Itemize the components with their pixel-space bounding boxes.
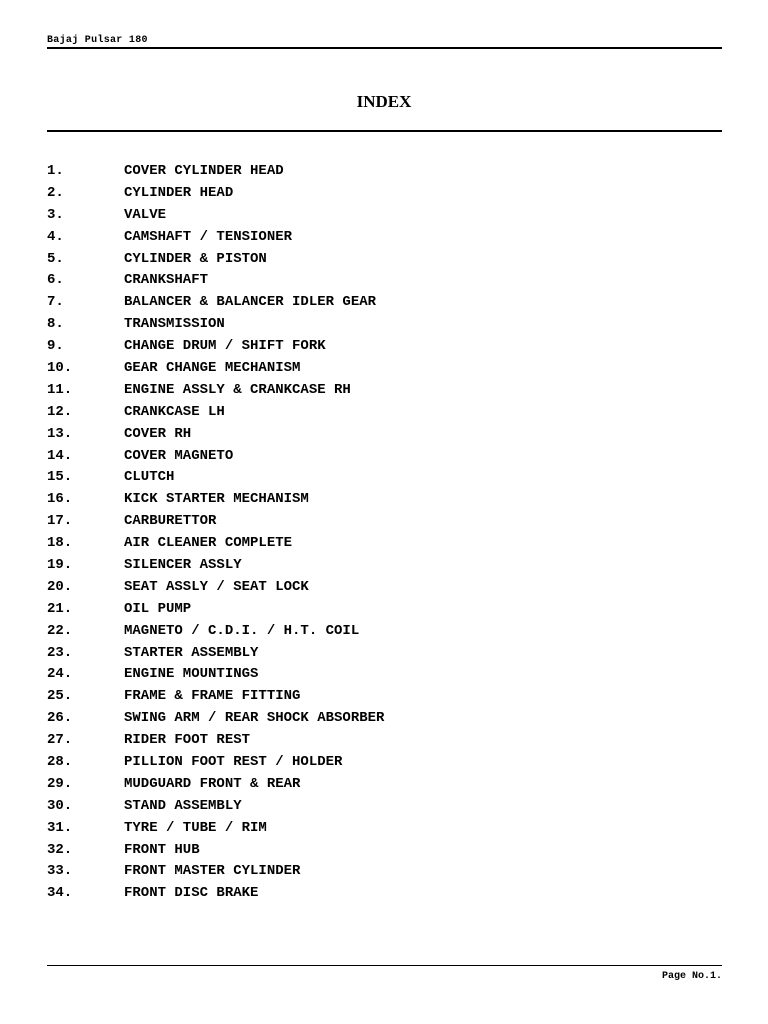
index-entry-number: 13.	[47, 425, 73, 442]
index-entry-label: CAMSHAFT / TENSIONER	[124, 228, 293, 245]
index-entry-number: 4.	[47, 228, 64, 245]
index-entry-label: ENGINE ASSLY & CRANKCASE RH	[124, 381, 351, 398]
index-entry-label: MUDGUARD FRONT & REAR	[124, 775, 301, 792]
index-entry-label: ENGINE MOUNTINGS	[124, 666, 259, 683]
index-entry-number: 14.	[47, 447, 73, 464]
page-title: INDEX	[356, 92, 412, 111]
index-entry-number: 27.	[47, 732, 73, 749]
index-entry	[47, 401, 384, 423]
index-entry-number: 33.	[47, 863, 73, 880]
index-entry-number: 26.	[47, 710, 73, 727]
index-entry-label: FRONT MASTER CYLINDER	[124, 863, 301, 880]
index-entry	[47, 313, 384, 335]
index-entry-label: CRANKCASE LH	[124, 403, 225, 420]
index-entry-label: TYRE / TUBE / RIM	[124, 819, 267, 836]
index-entry	[47, 861, 384, 883]
index-entry-label: MAGNETO / C.D.I. / H.T. COIL	[124, 622, 360, 639]
index-entry	[47, 751, 384, 773]
index-entry-number: 9.	[47, 338, 64, 355]
index-entry-number: 30.	[47, 797, 73, 814]
index-entry	[47, 795, 384, 817]
index-entry	[47, 357, 384, 379]
index-entry	[47, 598, 384, 620]
index-entry-label: OIL PUMP	[124, 600, 192, 617]
index-entry	[47, 663, 384, 685]
index-entry-number: 16.	[47, 491, 73, 508]
index-entry	[47, 642, 384, 664]
index-entry	[47, 576, 384, 598]
index-entry-number: 22.	[47, 622, 73, 639]
index-entry-number: 3.	[47, 206, 64, 223]
index-entry-number: 12.	[47, 403, 73, 420]
index-entry-number: 25.	[47, 688, 73, 705]
index-entry-label: CRANKSHAFT	[124, 272, 209, 289]
title-divider	[47, 130, 722, 132]
index-entry	[47, 817, 384, 839]
footer-divider	[47, 965, 722, 966]
index-entry-number: 21.	[47, 600, 73, 617]
document-header: Bajaj Pulsar 180	[47, 35, 148, 46]
index-entry	[47, 554, 384, 576]
index-entry-number: 17.	[47, 513, 73, 530]
index-entry-number: 34.	[47, 885, 73, 902]
index-entry	[47, 707, 384, 729]
index-entry-number: 10.	[47, 359, 73, 376]
index-entry-number: 18.	[47, 535, 73, 552]
index-entry-label: FRAME & FRAME FITTING	[124, 688, 301, 705]
index-entry-label: PILLION FOOT REST / HOLDER	[124, 753, 343, 770]
index-entry	[47, 269, 384, 291]
index-entry-label: STAND ASSEMBLY	[124, 797, 242, 814]
index-entry-label: FRONT HUB	[124, 841, 200, 858]
index-entry-number: 1.	[47, 162, 64, 179]
index-entry	[47, 466, 384, 488]
index-entry-number: 19.	[47, 556, 73, 573]
index-list	[47, 160, 384, 904]
index-entry-label: CARBURETTOR	[124, 513, 217, 530]
index-entry-number: 23.	[47, 644, 73, 661]
index-entry-label: KICK STARTER MECHANISM	[124, 491, 309, 508]
index-entry	[47, 488, 384, 510]
index-entry-number: 29.	[47, 775, 73, 792]
index-entry	[47, 882, 384, 904]
index-entry-number: 5.	[47, 250, 64, 267]
index-entry-number: 2.	[47, 184, 64, 201]
index-entry-label: SILENCER ASSLY	[124, 556, 242, 573]
index-entry	[47, 445, 384, 467]
index-entry-label: GEAR CHANGE MECHANISM	[124, 359, 301, 376]
index-entry-number: 7.	[47, 294, 64, 311]
header-divider	[47, 47, 722, 49]
index-entry-label: FRONT DISC BRAKE	[124, 885, 259, 902]
index-entry	[47, 685, 384, 707]
index-entry-label: COVER CYLINDER HEAD	[124, 162, 284, 179]
index-entry	[47, 182, 384, 204]
index-entry-label: VALVE	[124, 206, 167, 223]
index-entry-label: RIDER FOOT REST	[124, 732, 251, 749]
index-entry	[47, 160, 384, 182]
page-number: Page No.1.	[661, 971, 722, 982]
index-entry	[47, 773, 384, 795]
index-entry-label: BALANCER & BALANCER IDLER GEAR	[124, 294, 377, 311]
index-entry-number: 20.	[47, 578, 73, 595]
index-entry-number: 6.	[47, 272, 64, 289]
index-entry	[47, 510, 384, 532]
index-entry	[47, 335, 384, 357]
index-entry-number: 8.	[47, 316, 64, 333]
index-entry-label: SWING ARM / REAR SHOCK ABSORBER	[124, 710, 385, 727]
index-entry-label: SEAT ASSLY / SEAT LOCK	[124, 578, 309, 595]
index-entry-label: CHANGE DRUM / SHIFT FORK	[124, 338, 326, 355]
index-entry	[47, 248, 384, 270]
index-entry-label: CLUTCH	[124, 469, 175, 486]
index-entry	[47, 423, 384, 445]
index-entry-label: TRANSMISSION	[124, 316, 225, 333]
index-entry	[47, 204, 384, 226]
index-entry-label: COVER RH	[124, 425, 192, 442]
index-entry	[47, 226, 384, 248]
index-entry-label: STARTER ASSEMBLY	[124, 644, 259, 661]
index-entry-number: 15.	[47, 469, 73, 486]
index-entry-label: CYLINDER HEAD	[124, 184, 234, 201]
index-entry	[47, 620, 384, 642]
index-entry	[47, 291, 384, 313]
index-entry-number: 31.	[47, 819, 73, 836]
index-entry	[47, 839, 384, 861]
index-entry-label: AIR CLEANER COMPLETE	[124, 535, 293, 552]
index-entry	[47, 532, 384, 554]
index-entry-label: COVER MAGNETO	[124, 447, 234, 464]
index-entry-number: 28.	[47, 753, 73, 770]
index-entry-number: 24.	[47, 666, 73, 683]
index-entry-number: 32.	[47, 841, 73, 858]
index-entry	[47, 379, 384, 401]
index-entry	[47, 729, 384, 751]
index-entry-label: CYLINDER & PISTON	[124, 250, 267, 267]
index-entry-number: 11.	[47, 381, 73, 398]
